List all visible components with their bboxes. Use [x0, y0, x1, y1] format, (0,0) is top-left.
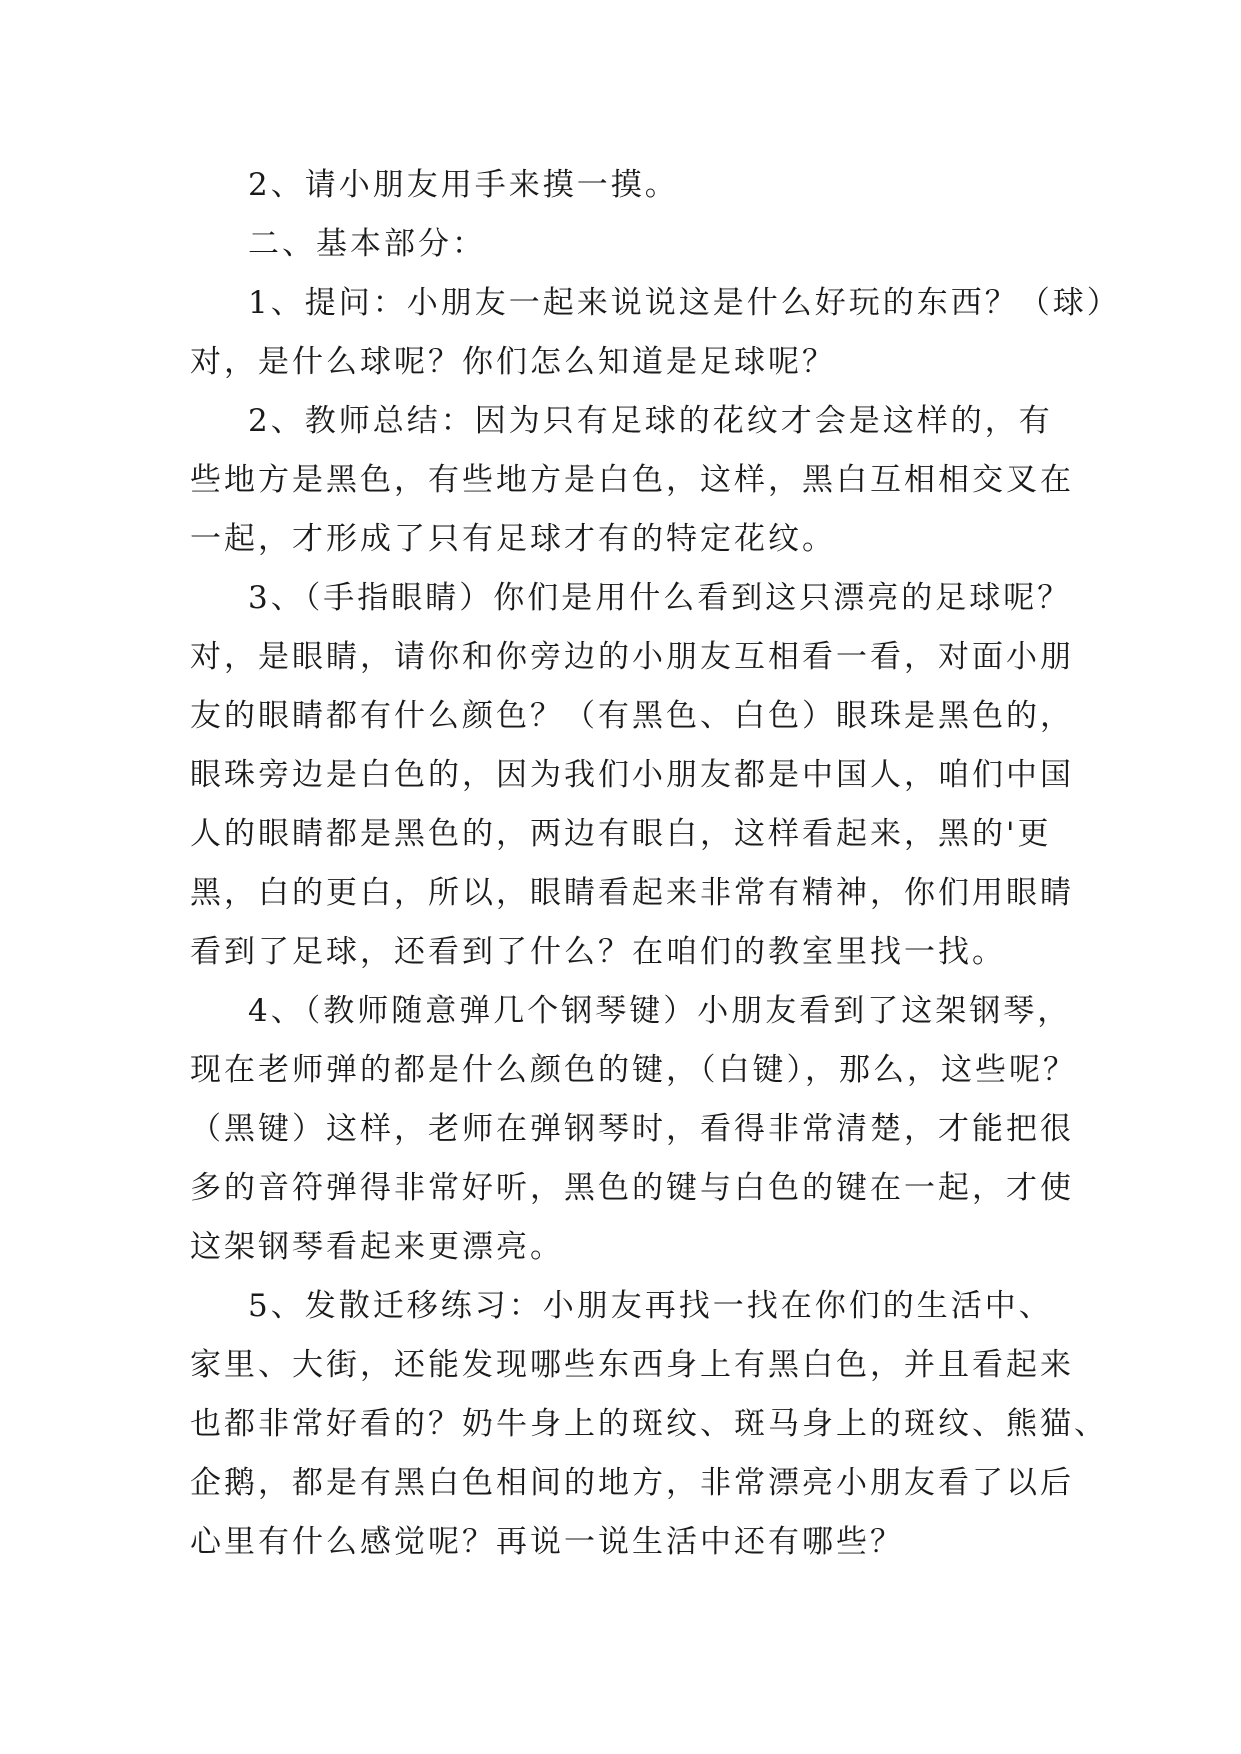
- text-line: 眼珠旁边是白色的，因为我们小朋友都是中国人，咱们中国: [190, 757, 1074, 793]
- text-line: 看到了足球，还看到了什么？在咱们的教室里找一找。: [190, 934, 1006, 970]
- text-line: 5、发散迁移练习：小朋友再找一找在你们的生活中、: [248, 1288, 1053, 1324]
- text-line: 一起，才形成了只有足球才有的特定花纹。: [190, 521, 836, 557]
- document-body: [190, 156, 1121, 1572]
- text-line: 1、提问：小朋友一起来说说这是什么好玩的东西？（球）: [248, 285, 1121, 321]
- text-line: 心里有什么感觉呢？再说一说生活中还有哪些？: [190, 1524, 904, 1560]
- text-line: 4、（教师随意弹几个钢琴键）小朋友看到了这架钢琴，: [248, 993, 1072, 1029]
- text-line: 3、（手指眼睛）你们是用什么看到这只漂亮的足球呢？: [248, 580, 1072, 616]
- text-line: （黑键）这样，老师在弹钢琴时，看得非常清楚，才能把很: [190, 1111, 1074, 1147]
- text-line: 多的音符弹得非常好听，黑色的键与白色的键在一起，才使: [190, 1170, 1074, 1206]
- text-line: 黑，白的更白，所以，眼睛看起来非常有精神，你们用眼睛: [190, 875, 1074, 911]
- text-line: 也都非常好看的？奶牛身上的斑纹、斑马身上的斑纹、熊猫、: [190, 1406, 1108, 1442]
- text-line: 这架钢琴看起来更漂亮。: [190, 1229, 564, 1265]
- section-heading: 二、基本部分：: [248, 226, 486, 262]
- text-line: 对，是什么球呢？你们怎么知道是足球呢？: [190, 344, 836, 380]
- text-line: 人的眼睛都是黑色的，两边有眼白，这样看起来，黑的'更: [190, 816, 1052, 852]
- text-line: 些地方是黑色，有些地方是白色，这样，黑白互相相交叉在: [190, 462, 1074, 498]
- text-line: 家里、大街，还能发现哪些东西身上有黑白色，并且看起来: [190, 1347, 1074, 1383]
- text-line: 企鹅，都是有黑白色相间的地方，非常漂亮小朋友看了以后: [190, 1465, 1074, 1501]
- text-line: 现在老师弹的都是什么颜色的键，（白键），那么，这些呢？: [190, 1052, 1077, 1088]
- text-line: 2、教师总结：因为只有足球的花纹才会是这样的，有: [248, 403, 1053, 439]
- text-line: 对，是眼睛，请你和你旁边的小朋友互相看一看，对面小朋: [190, 639, 1074, 675]
- text-line: 友的眼睛都有什么颜色？（有黑色、白色）眼珠是黑色的，: [190, 698, 1074, 734]
- text-line: 2、请小朋友用手来摸一摸。: [248, 167, 679, 203]
